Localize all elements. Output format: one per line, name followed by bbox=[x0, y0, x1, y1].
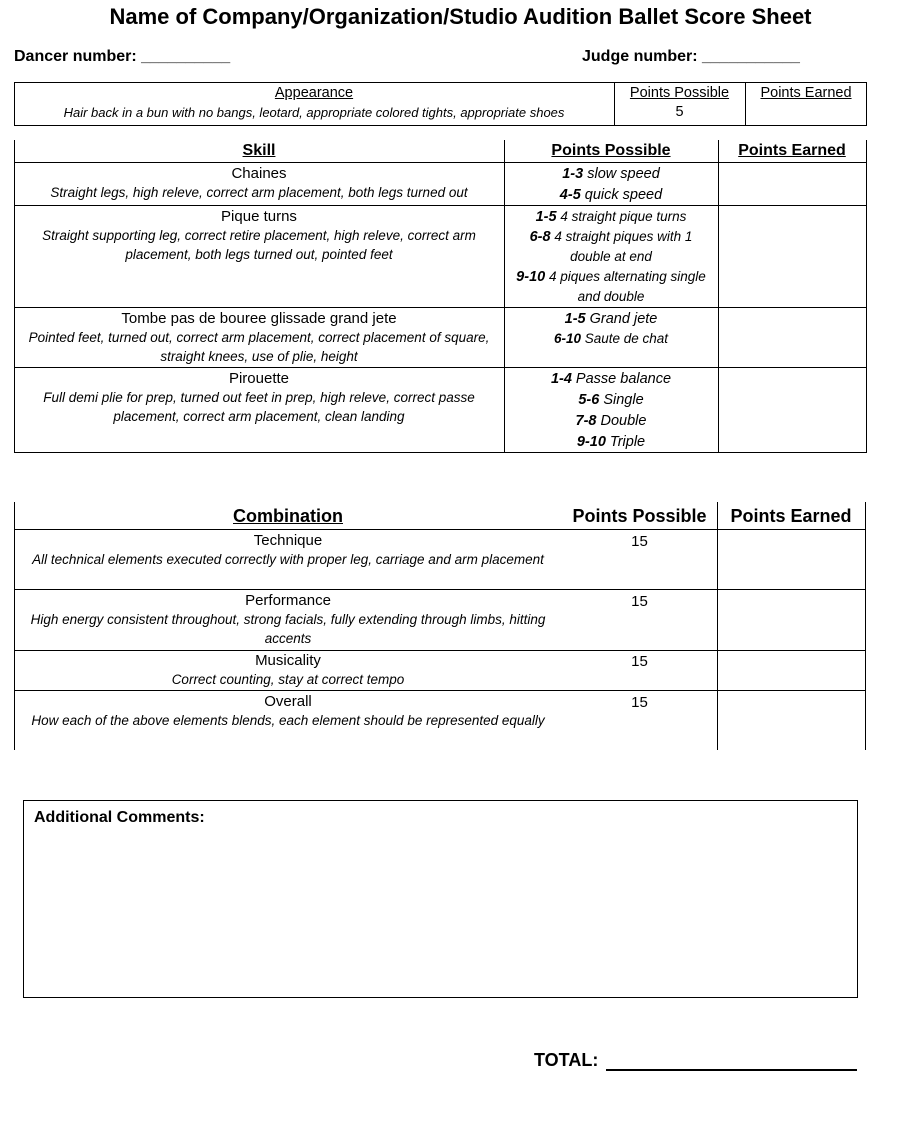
skill-points-chaines bbox=[506, 164, 716, 206]
appearance-points-earned-cell[interactable] bbox=[748, 104, 864, 124]
points-text: Saute de chat bbox=[580, 331, 669, 346]
skill-row-pique-turns bbox=[18, 207, 500, 264]
divider bbox=[14, 529, 866, 530]
skill-points-earned-cell[interactable] bbox=[720, 207, 865, 306]
divider bbox=[717, 502, 718, 750]
dancer-number-field[interactable]: Dancer number: __________ bbox=[14, 48, 231, 65]
skill-points-earned-cell[interactable] bbox=[720, 309, 865, 366]
points-text: Single bbox=[599, 392, 644, 408]
divider bbox=[14, 367, 867, 368]
appearance-header: Appearance bbox=[274, 85, 354, 101]
divider bbox=[504, 140, 505, 453]
points-text: Double bbox=[596, 413, 647, 429]
divider bbox=[14, 307, 867, 308]
points-text: Passe balance bbox=[571, 371, 672, 387]
additional-comments-box[interactable] bbox=[23, 800, 858, 998]
appearance-points-earned-header: Points Earned bbox=[760, 85, 852, 101]
combination-points-earned-cell[interactable] bbox=[719, 652, 864, 689]
skill-points-earned-header: Points Earned bbox=[738, 142, 846, 159]
total-input-line[interactable] bbox=[606, 1069, 857, 1071]
appearance-points-value: 5 bbox=[675, 104, 684, 120]
divider bbox=[14, 589, 866, 590]
divider bbox=[866, 140, 867, 453]
points-text: Triple bbox=[605, 434, 646, 450]
combination-points-value: 15 bbox=[631, 533, 648, 550]
combination-points-earned-cell[interactable] bbox=[719, 531, 864, 588]
points-range: 1-5 bbox=[535, 209, 557, 225]
skill-points-pique-turns bbox=[512, 207, 710, 307]
points-text: slow speed bbox=[583, 166, 660, 182]
combination-description: High energy consistent throughout, strong facials, fully extending through limbs, hitting accents bbox=[30, 612, 546, 646]
combination-row-overall bbox=[22, 692, 554, 730]
points-range: 9-10 bbox=[576, 434, 606, 450]
combination-points-value: 15 bbox=[631, 653, 648, 670]
combination-points-earned-cell[interactable] bbox=[719, 692, 864, 749]
points-text: Grand jete bbox=[585, 311, 658, 327]
combination-points-value: 15 bbox=[631, 593, 648, 610]
combination-points-value: 15 bbox=[631, 694, 648, 711]
divider bbox=[14, 502, 15, 750]
divider bbox=[14, 162, 867, 163]
combination-header: Combination bbox=[233, 506, 343, 526]
combination-description: All technical elements executed correctly with proper leg, carriage and arm placement bbox=[32, 552, 544, 567]
points-text: 4 straight piques with 1 double at end bbox=[550, 229, 693, 264]
divider bbox=[865, 502, 866, 750]
points-range: 1-4 bbox=[550, 371, 572, 387]
combination-name: Musicality bbox=[255, 652, 321, 669]
total-label: TOTAL: bbox=[534, 1050, 599, 1070]
points-range: 5-6 bbox=[578, 392, 600, 408]
combination-points-earned-cell[interactable] bbox=[719, 591, 864, 649]
combination-row-performance bbox=[22, 591, 554, 648]
combination-row-technique bbox=[22, 531, 554, 569]
combination-name: Overall bbox=[264, 693, 312, 710]
skill-header: Skill bbox=[242, 142, 276, 159]
appearance-description: Hair back in a bun with no bangs, leotard, appropriate colored tights, appropriate shoes bbox=[63, 105, 565, 120]
points-text: 4 straight pique turns bbox=[556, 209, 687, 224]
divider bbox=[14, 205, 867, 206]
points-range: 7-8 bbox=[575, 413, 597, 429]
points-range: 6-8 bbox=[529, 229, 551, 245]
page-title: Name of Company/Organization/Studio Audition Ballet Score Sheet bbox=[109, 4, 812, 29]
combination-name: Technique bbox=[253, 532, 323, 549]
points-range: 9-10 bbox=[516, 269, 546, 285]
combination-description: Correct counting, stay at correct tempo bbox=[171, 672, 405, 687]
appearance-points-possible-header: Points Possible bbox=[629, 85, 730, 101]
skill-name: Tombe pas de bouree glissade grand jete bbox=[121, 310, 397, 327]
points-range: 4-5 bbox=[559, 187, 581, 203]
skill-row-tombe bbox=[18, 309, 500, 366]
divider bbox=[14, 140, 15, 453]
skill-points-possible-header: Points Possible bbox=[551, 142, 671, 159]
points-range: 6-10 bbox=[553, 331, 581, 346]
skill-row-pirouette bbox=[18, 369, 500, 426]
combination-points-earned-header: Points Earned bbox=[730, 506, 852, 526]
combination-name: Performance bbox=[245, 592, 331, 609]
skill-points-earned-cell[interactable] bbox=[720, 369, 865, 451]
divider bbox=[14, 690, 866, 691]
divider bbox=[718, 140, 719, 453]
additional-comments-label: Additional Comments: bbox=[34, 809, 205, 826]
points-text: 4 piques alternating single and double bbox=[545, 269, 706, 304]
skill-description: Straight supporting leg, correct retire placement, high releve, correct arm placement, both legs turned out, pointed feet bbox=[42, 228, 476, 262]
skill-points-earned-cell[interactable] bbox=[720, 164, 865, 204]
skill-description: Full demi plie for prep, turned out feet in prep, high releve, correct passe placement, correct arm placement, clean landing bbox=[43, 390, 475, 424]
combination-points-possible-header: Points Possible bbox=[572, 506, 707, 526]
judge-number-field[interactable]: Judge number: ___________ bbox=[582, 48, 800, 65]
skill-name: Pique turns bbox=[221, 208, 297, 225]
skill-description: Pointed feet, turned out, correct arm placement, correct placement of square, straight knees, use of plie, height bbox=[28, 330, 490, 364]
skill-description: Straight legs, high releve, correct arm placement, both legs turned out bbox=[50, 185, 468, 200]
skill-points-pirouette bbox=[506, 369, 716, 453]
skill-name: Chaines bbox=[231, 165, 287, 182]
points-range: 1-5 bbox=[564, 311, 586, 327]
skill-row-chaines bbox=[18, 164, 500, 202]
points-text: quick speed bbox=[580, 187, 663, 203]
skill-points-tombe bbox=[506, 309, 716, 349]
combination-description: How each of the above elements blends, each element should be represented equally bbox=[31, 713, 545, 728]
skill-name: Pirouette bbox=[228, 370, 290, 387]
combination-row-musicality bbox=[22, 651, 554, 689]
divider bbox=[14, 452, 867, 453]
points-range: 1-3 bbox=[562, 166, 584, 182]
